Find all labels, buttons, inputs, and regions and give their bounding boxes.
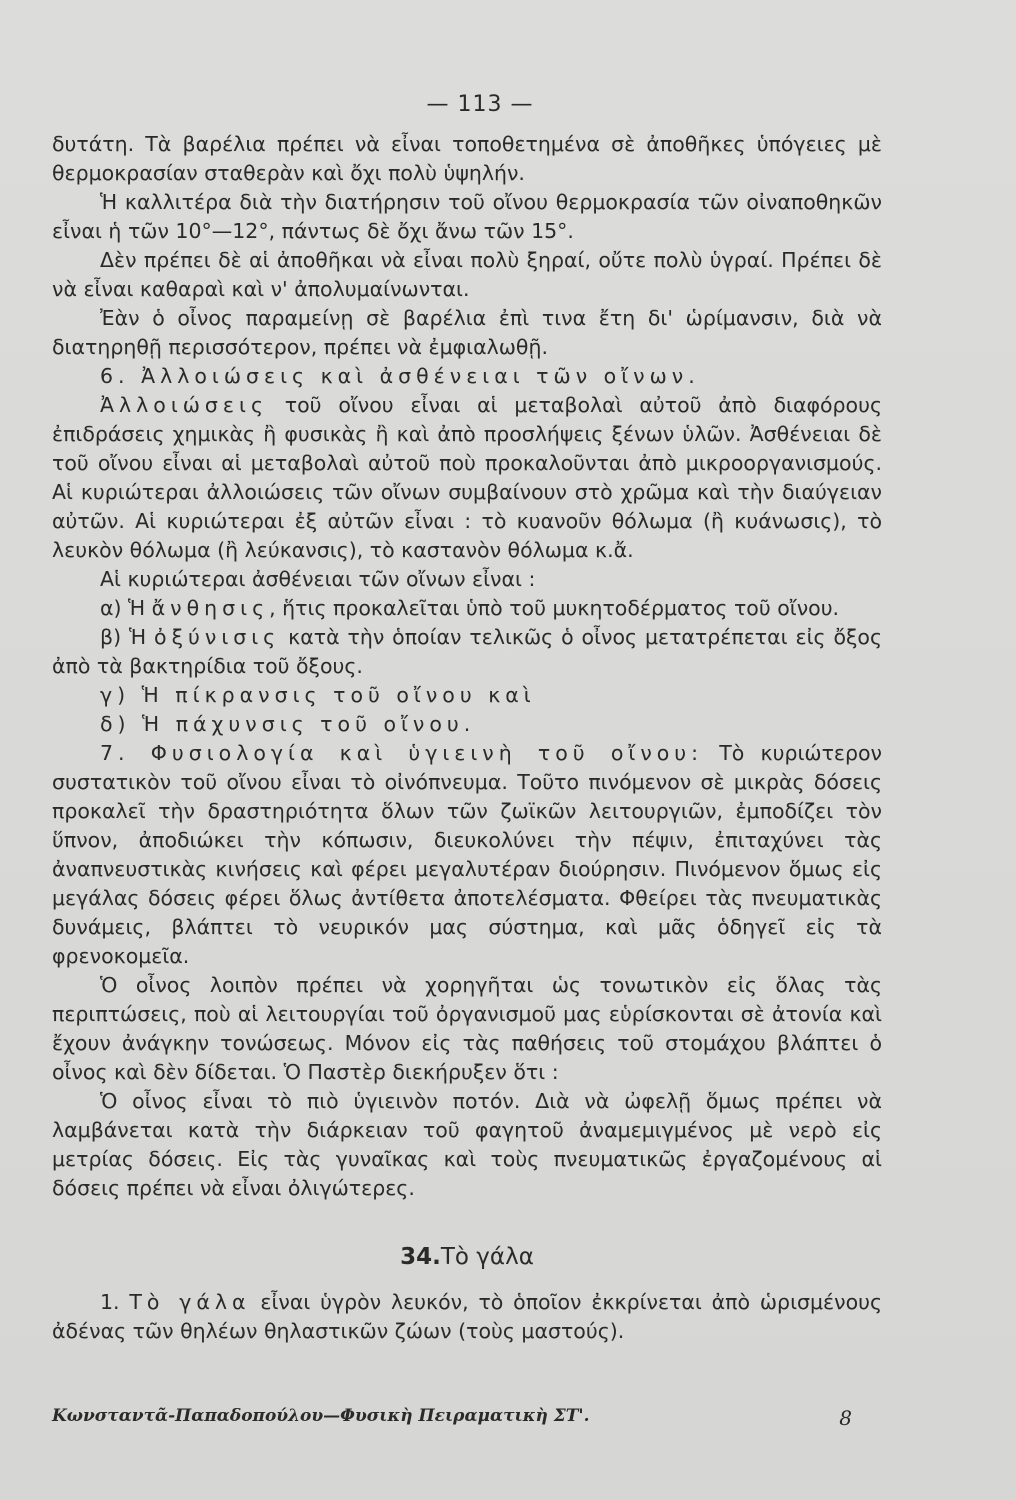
paragraph: δυτάτη. Τὰ βαρέλια πρέπει νὰ εἶναι τοποθετημένα σὲ ἀποθῆκες ὑπόγειες μὲ θερμοκρασίαν σταθερὰν καὶ ὄχι πολὺ ὑψηλήν. bbox=[52, 132, 882, 185]
signature-mark: 8 bbox=[839, 1406, 852, 1430]
list-item: γ) Ἡ πίκρανσις τοῦ οἴνου καὶ bbox=[100, 683, 536, 707]
paragraph bbox=[52, 739, 882, 971]
section-heading bbox=[52, 1243, 882, 1272]
section-title: Τὸ γάλα bbox=[440, 1244, 534, 1270]
page-number: — 113 — bbox=[426, 92, 534, 117]
list-item: δ) Ἡ πάχυνσις τοῦ οἴνου. bbox=[100, 712, 476, 736]
page-footer bbox=[52, 1406, 852, 1430]
subsection-heading: 6. Ἀλλοιώσεις καὶ ἀσθένειαι τῶν οἴνων. bbox=[100, 364, 700, 388]
list-item bbox=[52, 623, 882, 681]
paragraph: Ὁ οἶνος εἶναι τὸ πιὸ ὑγιεινὸν ποτόν. Διὰ νὰ ὠφελῇ ὅμως πρέπει νὰ λαμβάνεται κατὰ τὴν διάρκειαν τοῦ φαγητοῦ ἀναμεμιγμένος μὲ νερὸ εἰς μετρίας δόσεις. Εἰς τὰς γυναῖκας καὶ τοὺς πνευματικῶς ἐργαζομένους αἱ δόσεις πρέπει νὰ εἶναι ὀλιγώτερες. bbox=[52, 1089, 882, 1200]
paragraph-text: Τὸ κυριώτερον συστατικὸν τοῦ οἴνου εἶναι τὸ οἰνόπνευμα. Τοῦτο πινόμενον σὲ μικρὰς δόσεις προκαλεῖ τὴν δραστηριότητα ὅλων τῶν ζωϊκῶν λειτουργιῶν, ἐμποδίζει τὸν ὕπνον, ἀποδιώκει τὴν κόπωσιν, διευκολύνει τὴν πέψιν, ἐπιταχύνει τὰς ἀναπνευστικὰς κινήσεις καὶ φέρει μεγαλυτέραν διούρησιν. Πινόμενον ὅμως εἰς μεγάλας δόσεις φέρει ὅλως ἀντίθετα ἀποτελέσματα. Φθείρει τὰς πνευματικὰς δυνάμεις, βλάπτει τὸ νευρικόν μας σύστημα, καὶ μᾶς ὁδηγεῖ εἰς τὰ φρενοκομεῖα. bbox=[52, 741, 883, 968]
list-text: κατὰ τὴν ὁποίαν τελικῶς ὁ οἶνος μετατρέπεται εἰς ὄξος ἀπὸ τὰ βακτηρίδια τοῦ ὄξους. bbox=[52, 625, 882, 678]
paragraph bbox=[52, 1288, 882, 1346]
paragraph-text: τοῦ οἴνου εἶναι αἱ μεταβολαὶ αὐτοῦ ἀπὸ διαφόρους ἐπιδράσεις χημικὰς ἢ φυσικὰς ἢ καὶ ἀπὸ προσλήψεις ξένων ὑλῶν. Ἀσθένειαι δὲ τοῦ οἴνου εἶναι αἱ μεταβολαὶ αὐτοῦ ποὺ προκαλοῦνται ἀπὸ μικροοργανισμούς. Αἱ κυριώτεραι ἀλλοιώσεις τῶν οἴνων συμβαίνουν στὸ χρῶμα καὶ τὴν διαύγειαν αὐτῶν. Αἱ κυριώτεραι ἐξ αὐτῶν εἶναι : τὸ κυανοῦν θόλωμα (ἢ κυάνωσις), τὸ λευκὸν θόλωμα (ἢ λεύκανσις), τὸ καστανὸν θόλωμα κ.ἄ. bbox=[52, 393, 882, 562]
list-text: , ἥτις προκαλεῖται ὑπὸ τοῦ μυκητοδέρματος τοῦ οἴνου. bbox=[269, 596, 840, 620]
list-marker: α) Ἡ bbox=[100, 596, 152, 620]
spaced-term: ὀξύνισις bbox=[154, 625, 281, 649]
spaced-term: Ἀλλοιώσεις bbox=[100, 393, 268, 417]
paragraph: Δὲν πρέπει δὲ αἱ ἀποθῆκαι νὰ εἶναι πολὺ ξηραί, οὔτε πολὺ ὑγραί. Πρέπει δὲ νὰ εἶναι καθαραὶ καὶ ν' ἀπολυμαίνωνται. bbox=[52, 248, 882, 301]
spaced-term: 7. Φυσιολογία καὶ ὑγιεινὴ τοῦ οἴνου: bbox=[100, 741, 704, 765]
list-item bbox=[52, 594, 882, 623]
footer-credit: Κωνσταντᾶ-Παπαδοπούλου—Φυσικὴ Πειραματικὴ ΣΤ'. bbox=[52, 1406, 590, 1426]
spaced-term: Τὸ γάλα bbox=[129, 1290, 251, 1314]
list-marker: 1. bbox=[100, 1290, 130, 1314]
body-text bbox=[52, 130, 882, 1346]
paragraph-text: εἶναι ὑγρὸν λευκόν, τὸ ὁποῖον ἐκκρίνεται ἀπὸ ὡρισμένους ἀδένας τῶν θηλέων θηλαστικῶν ζώων (τοὺς μαστούς). bbox=[52, 1290, 883, 1343]
paragraph bbox=[52, 391, 882, 565]
paragraph: Ἡ καλλιτέρα διὰ τὴν διατήρησιν τοῦ οἴνου θερμοκρασία τῶν οἰναποθηκῶν εἶναι ἡ τῶν 10°—12°, πάντως δὲ ὄχι ἄνω τῶν 15°. bbox=[52, 190, 882, 243]
paragraph: Ἐὰν ὁ οἶνος παραμείνῃ σὲ βαρέλια ἐπὶ τινα ἔτη δι' ὡρίμανσιν, διὰ νὰ διατηρηθῇ περισσότερον, πρέπει νὰ ἐμφιαλωθῇ. bbox=[52, 306, 882, 359]
list-marker: β) Ἡ bbox=[100, 625, 155, 649]
section-number: 34. bbox=[400, 1244, 441, 1270]
spaced-term: ἄνθησις bbox=[151, 596, 270, 620]
paragraph: Αἱ κυριώτεραι ἀσθένειαι τῶν οἴνων εἶναι : bbox=[100, 567, 536, 591]
paragraph: Ὁ οἶνος λοιπὸν πρέπει νὰ χορηγῆται ὡς τονωτικὸν εἰς ὅλας τὰς περιπτώσεις, ποὺ αἱ λειτουργίαι τοῦ ὀργανισμοῦ μας εὑρίσκονται σὲ ἀτονία καὶ ἔχουν ἀνάγκην τονώσεως. Μόνον εἰς τὰς παθήσεις τοῦ στομάχου βλάπτει ὁ οἶνος καὶ δὲν δίδεται. Ὁ Παστὲρ διεκήρυξεν ὅτι : bbox=[52, 973, 882, 1084]
